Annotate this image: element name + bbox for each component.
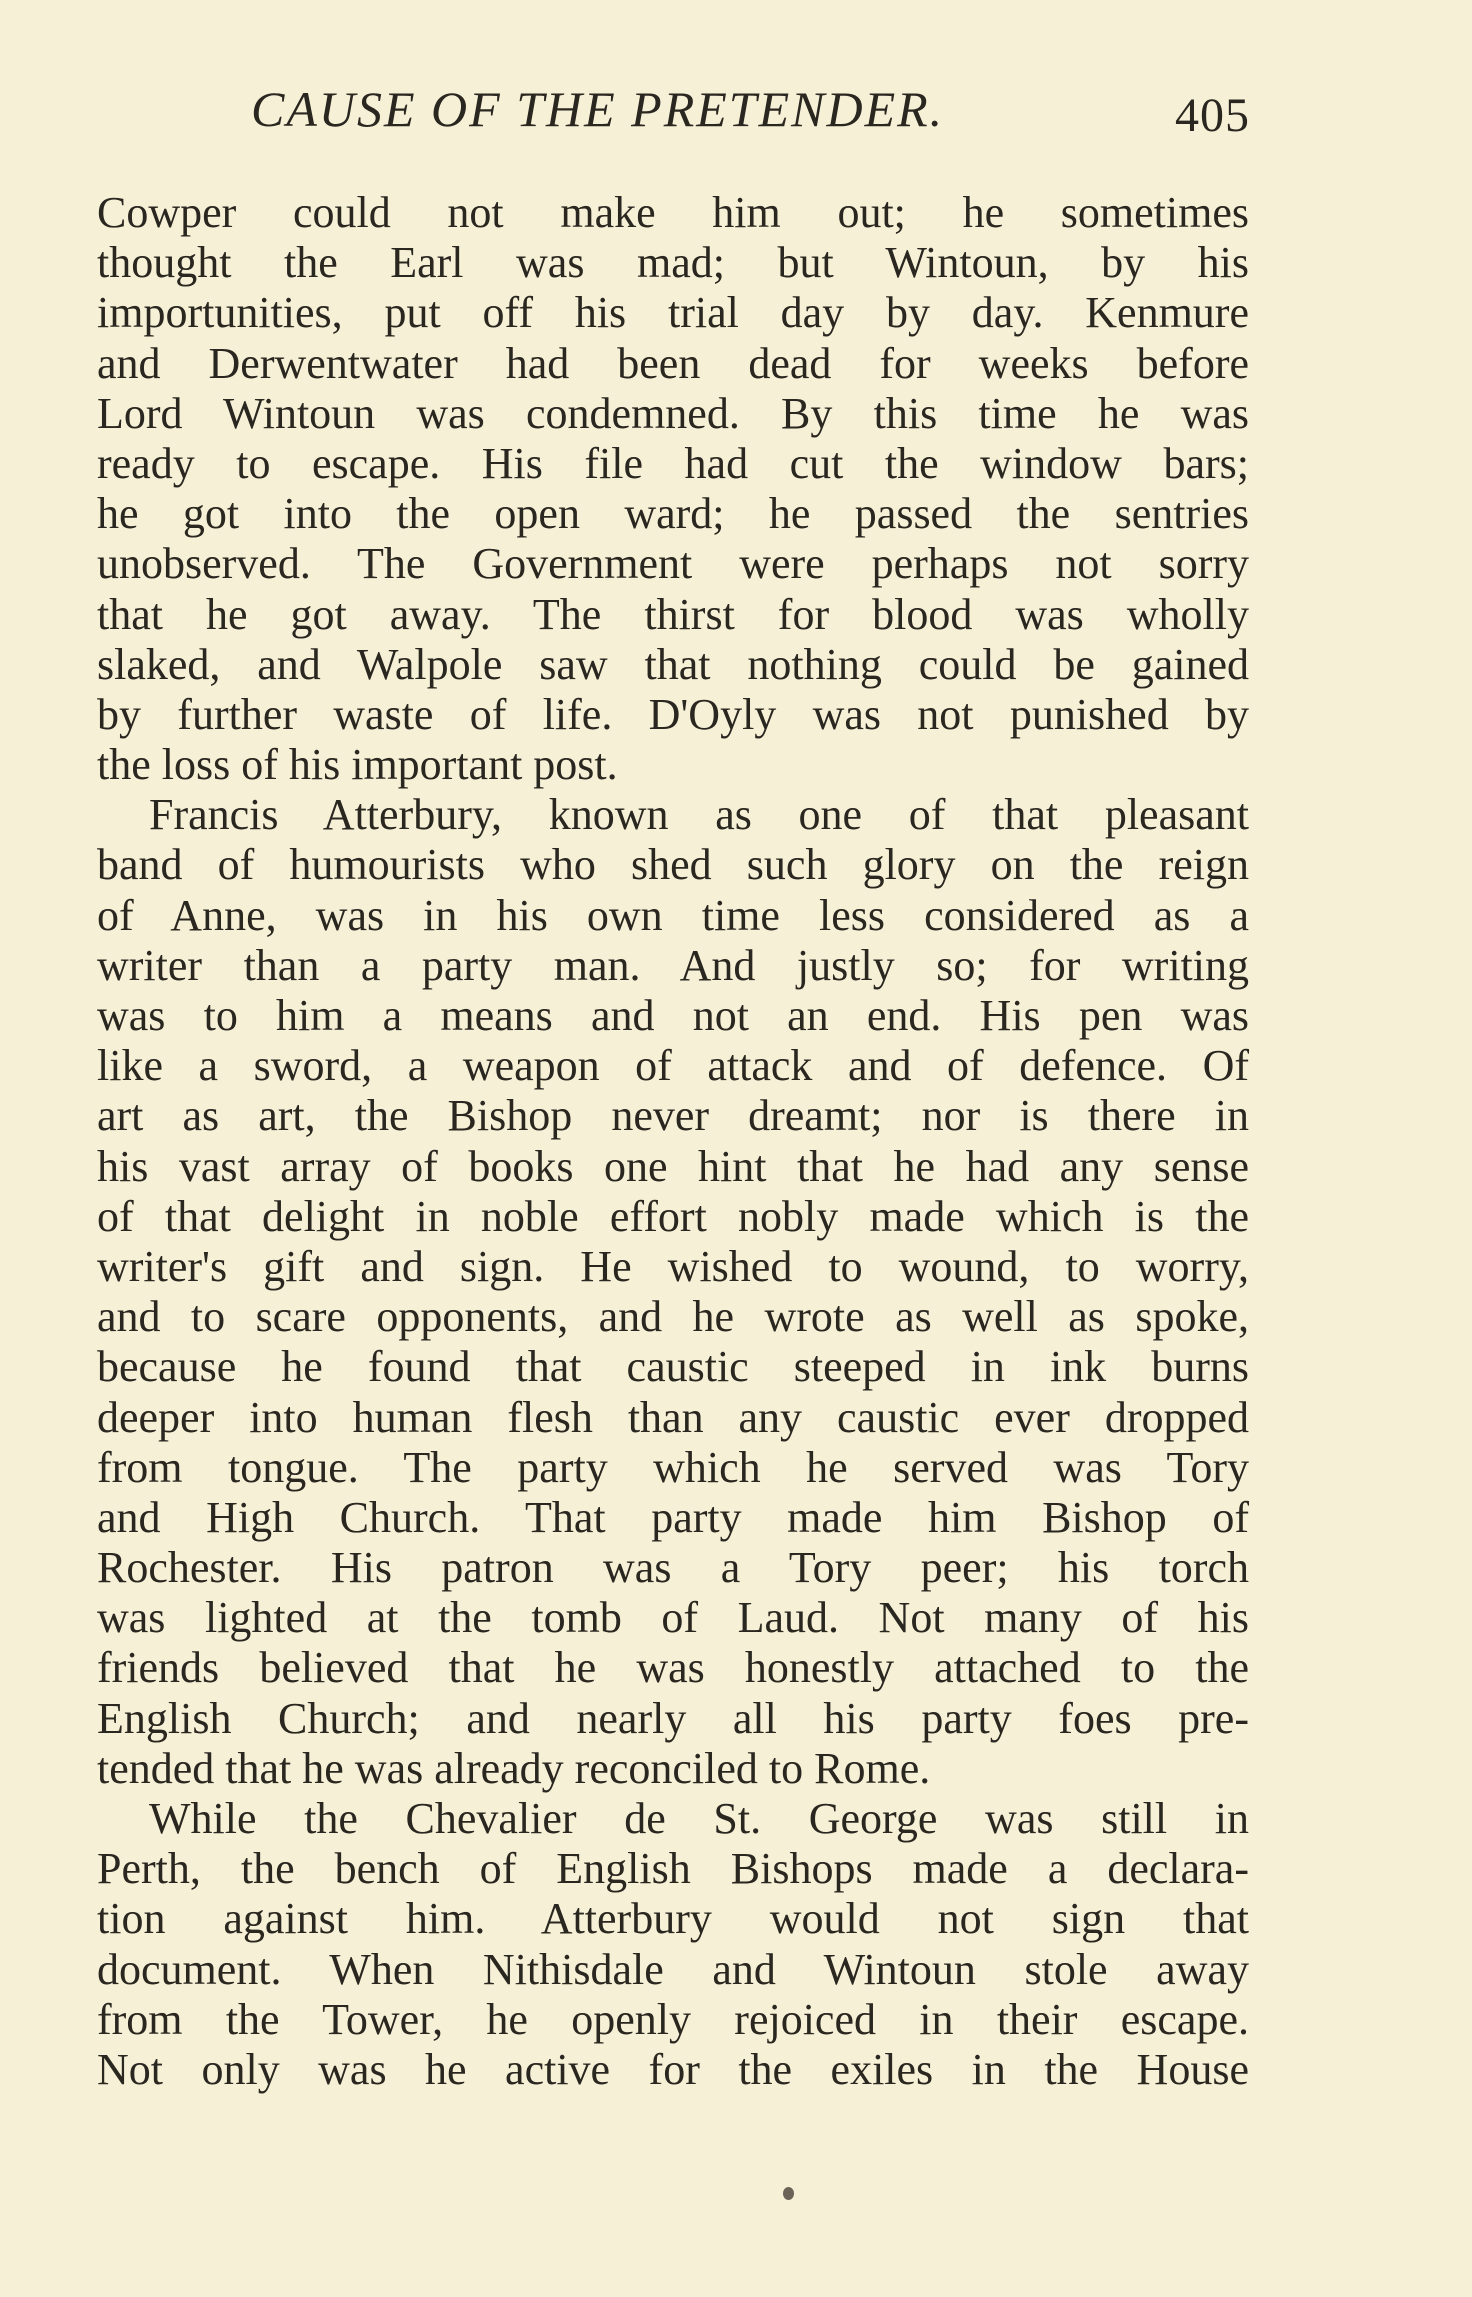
text-line: writer than a party man. And justly so; for writing xyxy=(97,940,1249,990)
text-line: was lighted at the tomb of Laud. Not many of his xyxy=(97,1593,1249,1643)
text-line: writer's gift and sign. He wished to wound, to worry, xyxy=(97,1241,1249,1291)
text-line: that he got away. The thirst for blood was wholly xyxy=(97,589,1249,639)
text-line: ready to escape. His file had cut the window bars; xyxy=(97,438,1249,488)
text-line: slaked, and Walpole saw that nothing could be gained xyxy=(97,639,1249,689)
text-line: unobserved. The Government were perhaps not sorry xyxy=(97,539,1249,589)
text-line: deeper into human flesh than any caustic ever dropped xyxy=(97,1392,1249,1442)
text-line: English Church; and nearly all his party foes pre- xyxy=(97,1693,1249,1743)
text-line: friends believed that he was honestly attached to the xyxy=(97,1643,1249,1693)
text-line: of Anne, was in his own time less considered as a xyxy=(97,890,1249,940)
text-line: While the Chevalier de St. George was still in xyxy=(149,1794,1249,1843)
running-title: CAUSE OF THE PRETENDER. xyxy=(251,81,945,137)
text-line: importunities, put off his trial day by day. Kenmure xyxy=(97,288,1249,338)
page-number: 405 xyxy=(1175,89,1250,142)
ink-speck xyxy=(783,2187,794,2200)
text-line: Francis Atterbury, known as one of that pleasant xyxy=(149,790,1249,840)
page-header xyxy=(96,72,1250,152)
text-line: of that delight in noble effort nobly made which is the xyxy=(97,1191,1249,1241)
text-line: document. When Nithisdale and Wintoun stole away xyxy=(97,1944,1249,1994)
text-line: tion against him. Atterbury would not sign that xyxy=(97,1894,1249,1944)
text-line: the loss of his important post. xyxy=(97,740,618,790)
text-line: like a sword, a weapon of attack and of defence. Of xyxy=(97,1041,1249,1091)
text-line: and High Church. That party made him Bishop of xyxy=(97,1492,1249,1542)
text-line: tended that he was already reconciled to Rome. xyxy=(97,1743,931,1793)
body-text xyxy=(97,188,1249,2095)
text-line: his vast array of books one hint that he had any sense xyxy=(97,1141,1249,1191)
text-line: he got into the open ward; he passed the sentries xyxy=(97,489,1249,539)
text-line: and Derwentwater had been dead for weeks before xyxy=(97,338,1249,388)
text-line: Cowper could not make him out; he sometimes xyxy=(97,188,1249,237)
text-line: was to him a means and not an end. His pen was xyxy=(97,991,1249,1040)
text-line: Lord Wintoun was condemned. By this time he was xyxy=(97,388,1249,438)
text-line: by further waste of life. D'Oyly was not punished by xyxy=(97,689,1249,739)
text-line: art as art, the Bishop never dreamt; nor is there in xyxy=(97,1091,1249,1141)
text-line: Perth, the bench of English Bishops made a declara- xyxy=(97,1844,1249,1894)
text-line: thought the Earl was mad; but Wintoun, by his xyxy=(97,238,1249,288)
text-line: Rochester. His patron was a Tory peer; his torch xyxy=(97,1543,1249,1593)
text-line: band of humourists who shed such glory on the reign xyxy=(97,840,1249,890)
text-line: Not only was he active for the exiles in the House xyxy=(97,2044,1249,2094)
text-line: and to scare opponents, and he wrote as well as spoke, xyxy=(97,1292,1249,1342)
text-line: because he found that caustic steeped in ink burns xyxy=(97,1342,1249,1392)
text-line: from tongue. The party which he served was Tory xyxy=(97,1442,1249,1492)
text-line: from the Tower, he openly rejoiced in their escape. xyxy=(97,1994,1249,2044)
